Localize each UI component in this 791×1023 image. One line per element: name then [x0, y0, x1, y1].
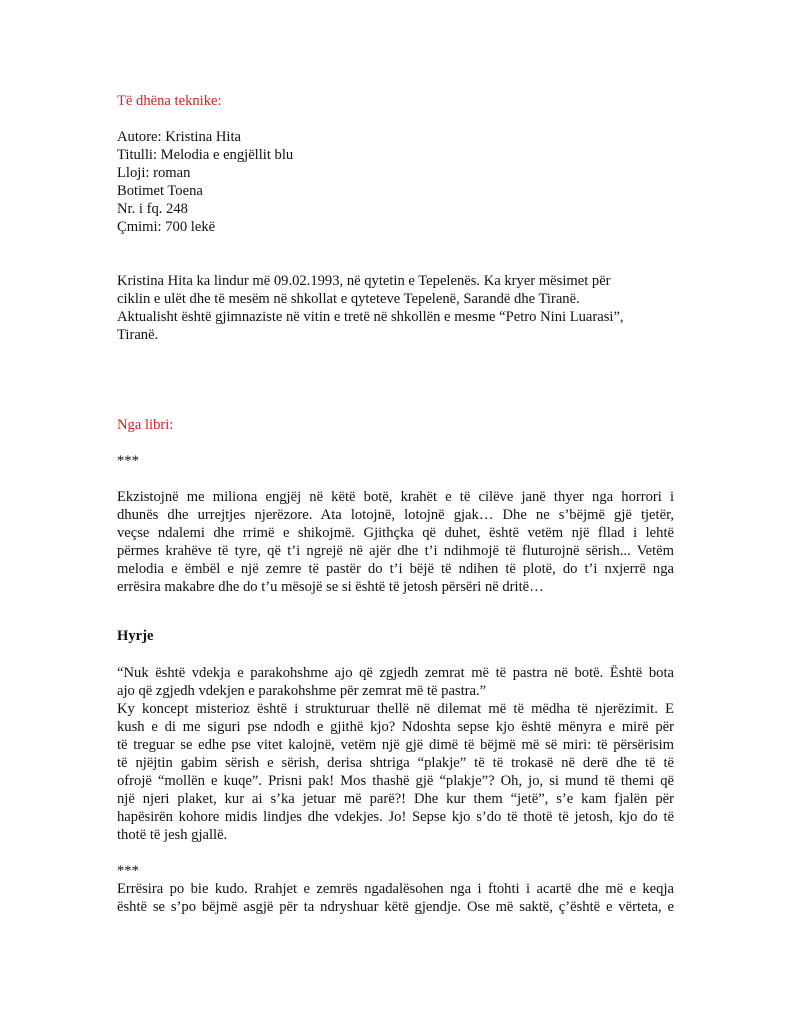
- bio-line: ciklin e ulët dhe të mesëm në shkollat e qyteteve Tepelenë, Sarandë dhe Tiranë.: [117, 291, 580, 307]
- technical-heading: Të dhëna teknike:: [117, 93, 222, 109]
- author-bio: [117, 272, 674, 344]
- paragraph-line: ofrojë “mollën e kuqe”. Prisni pak! Mos thashë gjë “plakje”? Oh, jo, si mund të themi që: [117, 773, 674, 789]
- paragraph-line: një njeri plaket, kur ai s’ka jetuar më parë?! Dhe kur them “jetë”, s’e kam fjalën për: [117, 791, 674, 807]
- paragraph-line: errësira makabre dhe do t’u mësojë se si është të jetosh përsëri në dritë…: [117, 579, 544, 595]
- pages-line: Nr. i fq. 248: [117, 201, 188, 217]
- publisher-line: Botimet Toena: [117, 183, 203, 199]
- section-title-hyrje: Hyrje: [117, 628, 154, 644]
- paragraph-line: hapësirën kohore midis lindjes dhe vdekjes. Jo! Sepse kjo s’do të thotë të jetosh, kjo do të: [117, 809, 674, 825]
- paragraph-line: melodia e ëmbël e një zemre të pastër do t’i bëjë të ndihen të plotë, do t’i nxjerrë nga: [117, 561, 674, 577]
- technical-details: [117, 128, 293, 236]
- paragraph-line: dhunës dhe urrejtjes njerëzore. Ata lotojnë, lotojnë gjak… Dhe ne s’bëjmë gjë tjetër,: [117, 507, 674, 523]
- paragraph-line: thotë të jesh gjallë.: [117, 827, 228, 843]
- paragraph-line: Ky koncept misterioz është i strukturuar thellë në dilemat më të mëdha të njerëzimit. E: [117, 701, 674, 717]
- excerpt-separator: ***: [117, 453, 139, 469]
- paragraph-line: të treguar se edhe pse vitet kalojnë, vetëm një gjë dimë të bëjmë më së miri: të përsërisim: [117, 737, 674, 753]
- excerpt-separator-2: ***: [117, 863, 139, 879]
- paragraph-line: kush e di me siguri pse ndodh e gjithë kjo? Ndoshta sepse kjo është mënyra e mirë për: [117, 719, 674, 735]
- excerpt-heading: Nga libri:: [117, 417, 174, 433]
- closing-paragraph: [117, 880, 674, 916]
- paragraph-line: përmes krahëve të tyre, që t’i ngrejë në ajër dhe t’i ndihmojë të fluturojnë sërish... Vetëm: [117, 543, 674, 559]
- paragraph-line: veçse ndalemi dhe rrimë e shikojmë. Gjithçka që duhet, është vetëm një fllad i lehtë: [117, 525, 674, 541]
- excerpt-intro-paragraph: [117, 488, 674, 596]
- paragraph-line: është se s’po bëjmë asgjë për ta ndryshuar këtë gjendje. Ose më saktë, ç’është e vërteta, e: [117, 899, 674, 915]
- paragraph-line: Errësira po bie kudo. Rrahjet e zemrës ngadalësohen nga i ftohti i acartë dhe më e keqja: [117, 881, 674, 897]
- paragraph-line: të njëjtin gabim sërish e sërish, derisa shtriga “plakje” të të trokasë në derë dhe të të: [117, 755, 674, 771]
- paragraph-line: ajo që zgjedh vdekjen e parakohshme për zemrat më të pastra.”: [117, 683, 487, 699]
- bio-line: Tiranë.: [117, 327, 159, 343]
- bio-line: Aktualisht është gjimnaziste në vitin e tretë në shkollën e mesme “Petro Nini Luarasi”,: [117, 309, 624, 325]
- paragraph-line: Ekzistojnë me miliona engjëj në këtë botë, krahët e të cilëve janë thyer nga horrori i: [117, 489, 674, 505]
- title-line: Titulli: Melodia e engjëllit blu: [117, 147, 294, 163]
- bio-line: Kristina Hita ka lindur më 09.02.1993, në qytetin e Tepelenës. Ka kryer mësimet për: [117, 273, 611, 289]
- genre-line: Lloji: roman: [117, 165, 191, 181]
- author-line: Autore: Kristina Hita: [117, 129, 242, 145]
- price-line: Çmimi: 700 lekë: [117, 219, 216, 235]
- paragraph-line: “Nuk është vdekja e parakohshme ajo që zgjedh zemrat më të pastra në botë. Është bota: [117, 665, 674, 681]
- hyrje-paragraph: [117, 664, 674, 844]
